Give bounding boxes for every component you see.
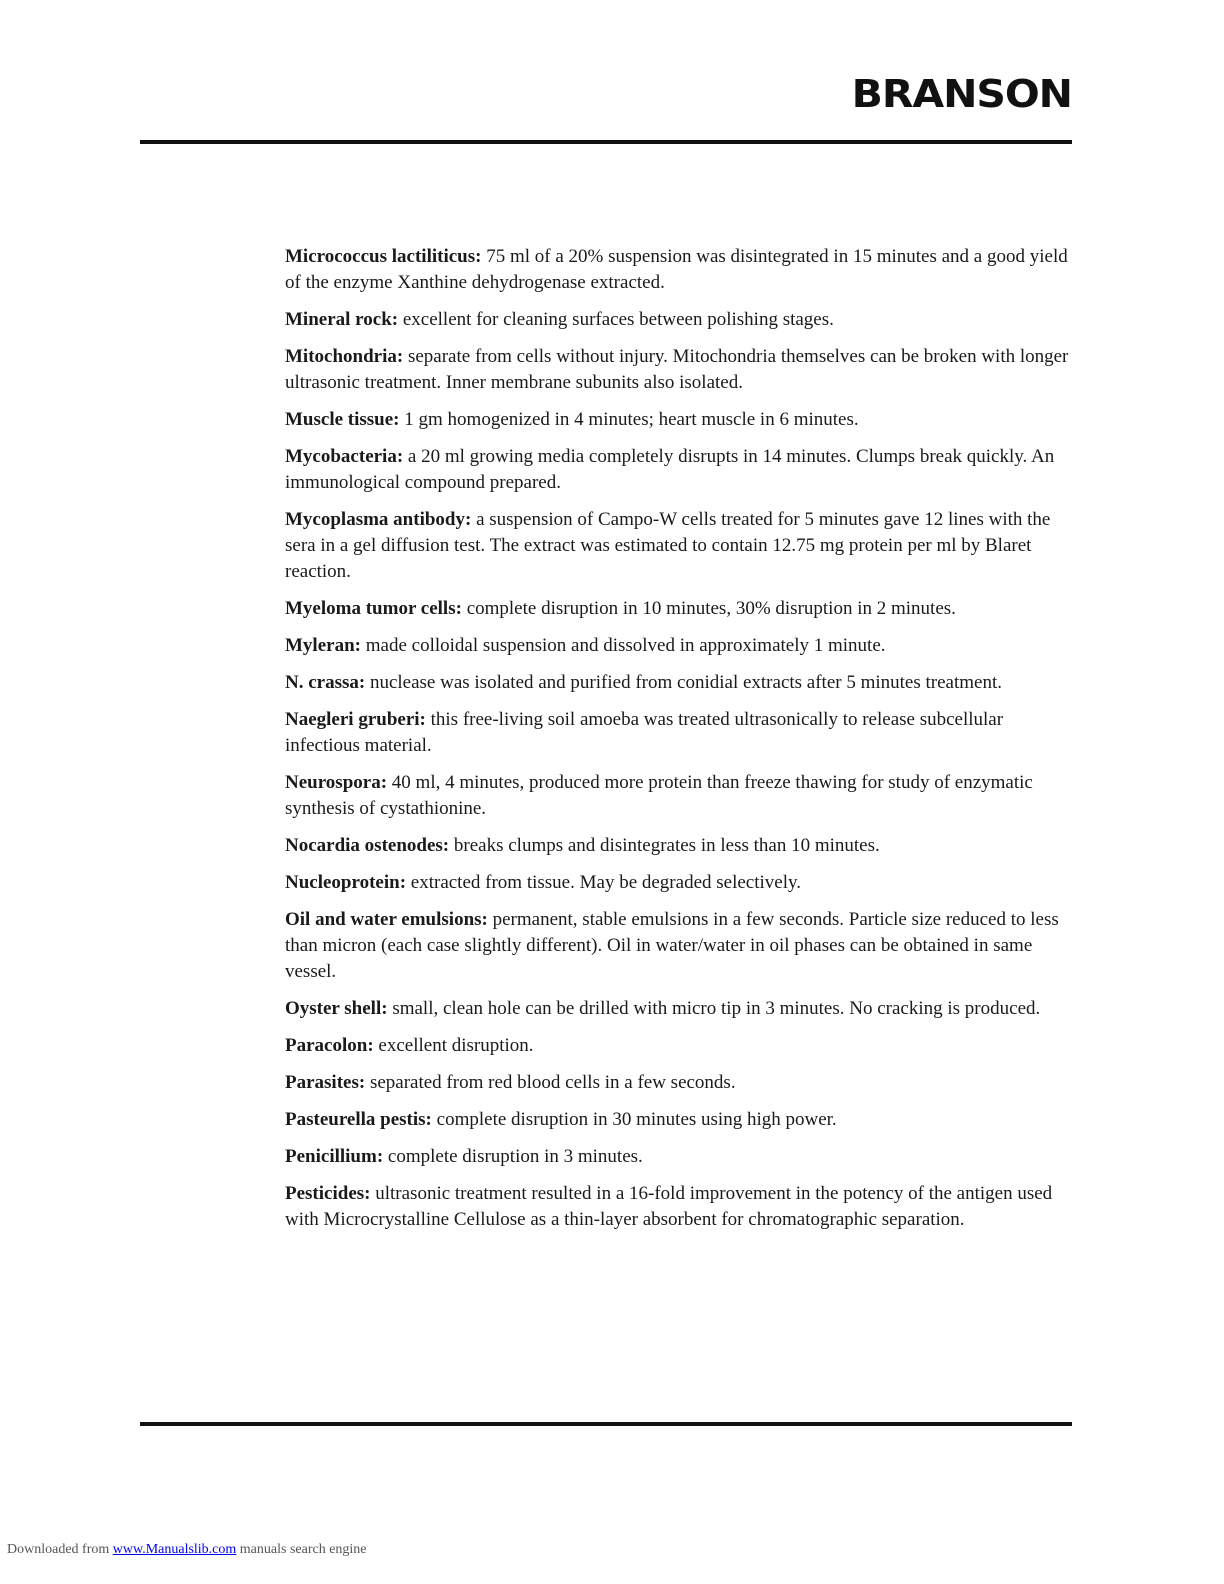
entry-nucleoprotein <box>285 870 1070 896</box>
footer-divider <box>140 1422 1072 1426</box>
entry-n-crassa <box>285 670 1070 696</box>
entry-term: Penicillium: <box>285 1146 384 1167</box>
entry-text: 1 gm homogenized in 4 minutes; heart muscle in 6 minutes. <box>404 409 859 430</box>
footer-suffix: manuals search engine <box>239 1542 367 1557</box>
entry-micrococcus-lactiliticus <box>285 244 1070 296</box>
entry-term: Nocardia ostenodes: <box>285 835 450 856</box>
entry-text: permanent, stable emulsions in a few seconds. Particle size reduced to less than micron (each case slightly different). Oil in water/water in oil phases can be obtained in same vessel. <box>285 909 1059 982</box>
entry-term: Oil and water emulsions: <box>285 909 488 930</box>
entry-term: Nucleoprotein: <box>285 872 407 893</box>
entry-text: 40 ml, 4 minutes, produced more protein than freeze thawing for study of enzymatic synthesis of cystathionine. <box>285 772 1033 819</box>
entry-text: 75 ml of a 20% suspension was disintegrated in 15 minutes and a good yield of the enzyme Xanthine dehydrogenase extracted. <box>285 246 1068 293</box>
entry-term: Parasites: <box>285 1072 366 1093</box>
entry-term: Mycoplasma antibody: <box>285 509 472 530</box>
entry-text: excellent for cleaning surfaces between polishing stages. <box>402 309 834 330</box>
entry-text: breaks clumps and disintegrates in less than 10 minutes. <box>453 835 880 856</box>
entry-mycoplasma-antibody <box>285 507 1070 585</box>
entry-term: Mycobacteria: <box>285 446 404 467</box>
entry-term: N. crassa: <box>285 672 366 693</box>
entry-text: small, clean hole can be drilled with micro tip in 3 minutes. No cracking is produced. <box>392 998 1041 1019</box>
download-footer <box>7 1542 367 1558</box>
entry-term: Neurospora: <box>285 772 388 793</box>
entry-myleran <box>285 633 1070 659</box>
entry-pasteurella-pestis <box>285 1107 1070 1133</box>
entry-naegleri-gruberi <box>285 707 1070 759</box>
entry-text: extracted from tissue. May be degraded selectively. <box>410 872 802 893</box>
entry-oil-and-water-emulsions <box>285 907 1070 985</box>
entry-term: Micrococcus lactiliticus: <box>285 246 482 267</box>
entry-text: nuclease was isolated and purified from conidial extracts after 5 minutes treatment. <box>369 672 1002 693</box>
header-divider <box>140 140 1072 144</box>
entry-mycobacteria <box>285 444 1070 496</box>
footer-prefix: Downloaded from <box>7 1542 110 1557</box>
entry-mitochondria <box>285 344 1070 396</box>
entry-parasites <box>285 1070 1070 1096</box>
entry-term: Mineral rock: <box>285 309 399 330</box>
entry-pesticides <box>285 1181 1070 1233</box>
entry-term: Muscle tissue: <box>285 409 400 430</box>
entry-text: separated from red blood cells in a few seconds. <box>369 1072 736 1093</box>
entry-myeloma-tumor-cells <box>285 596 1070 622</box>
entry-neurospora <box>285 770 1070 822</box>
entry-term: Pasteurella pestis: <box>285 1109 432 1130</box>
entry-paracolon <box>285 1033 1070 1059</box>
entry-text: this free-living soil amoeba was treated ultrasonically to release subcellular infectious material. <box>285 709 1004 756</box>
entry-text: a 20 ml growing media completely disrupts in 14 minutes. Clumps break quickly. An immunological compound prepared. <box>285 446 1055 493</box>
entry-text: complete disruption in 30 minutes using high power. <box>436 1109 837 1130</box>
entry-text: separate from cells without injury. Mitochondria themselves can be broken with longer ultrasonic treatment. Inner membrane subunits also isolated. <box>285 346 1069 393</box>
entry-term: Myeloma tumor cells: <box>285 598 462 619</box>
entry-term: Pesticides: <box>285 1183 371 1204</box>
entry-text: a suspension of Campo-W cells treated for 5 minutes gave 12 lines with the sera in a gel diffusion test. The extract was estimated to contain 12.75 mg protein per ml by Blaret reaction. <box>285 509 1051 582</box>
entry-text: ultrasonic treatment resulted in a 16-fold improvement in the potency of the antigen used with Microcrystalline Cellulose as a thin-layer absorbent for chromatographic separation. <box>285 1183 1053 1230</box>
entry-text: complete disruption in 10 minutes, 30% disruption in 2 minutes. <box>466 598 956 619</box>
entry-term: Myleran: <box>285 635 361 656</box>
entry-text: excellent disruption. <box>378 1035 534 1056</box>
entry-muscle-tissue <box>285 407 1070 433</box>
entry-oyster-shell <box>285 996 1070 1022</box>
entry-term: Paracolon: <box>285 1035 374 1056</box>
glossary-entries <box>285 244 1070 1244</box>
entry-term: Naegleri gruberi: <box>285 709 426 730</box>
entry-term: Oyster shell: <box>285 998 388 1019</box>
entry-nocardia-ostenodes <box>285 833 1070 859</box>
entry-text: made colloidal suspension and dissolved in approximately 1 minute. <box>365 635 886 656</box>
entry-penicillium <box>285 1144 1070 1170</box>
branson-logo: BRANSON <box>851 72 1072 116</box>
entry-mineral-rock <box>285 307 1070 333</box>
entry-text: complete disruption in 3 minutes. <box>387 1146 643 1167</box>
manualslib-link[interactable]: www.Manualslib.com <box>112 1542 237 1557</box>
entry-term: Mitochondria: <box>285 346 404 367</box>
